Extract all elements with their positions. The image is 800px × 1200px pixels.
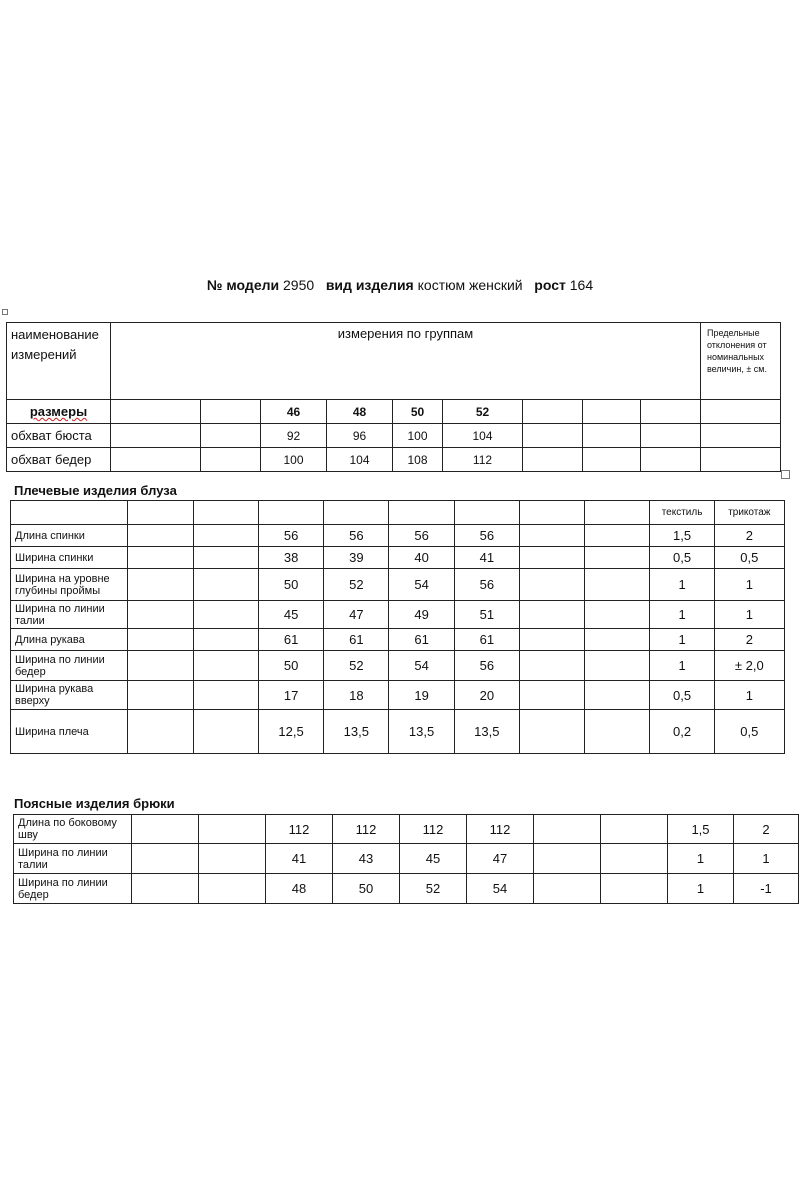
textile-tolerance: 1 bbox=[650, 569, 714, 601]
knit-tolerance: 2 bbox=[734, 815, 799, 844]
knit-tolerance: ± 2,0 bbox=[714, 651, 784, 681]
knit-tolerance: 1 bbox=[714, 681, 784, 710]
measure-cell: 112 bbox=[400, 815, 467, 844]
measure-cell: 45 bbox=[400, 844, 467, 874]
knit-tolerance: 2 bbox=[714, 525, 784, 547]
size-52: 52 bbox=[443, 400, 523, 424]
knit-tolerance: 0,5 bbox=[714, 710, 784, 754]
measure-cell: 47 bbox=[467, 844, 534, 874]
knit-tolerance: -1 bbox=[734, 874, 799, 904]
measure-cell: 112 bbox=[467, 815, 534, 844]
row-label: Длина по боковому шву bbox=[14, 815, 132, 844]
measure-cell: 41 bbox=[266, 844, 333, 874]
table-anchor-icon bbox=[2, 309, 8, 315]
row-label: Ширина по линии талии bbox=[11, 601, 128, 629]
measure-cell: 50 bbox=[333, 874, 400, 904]
measure-cell: 61 bbox=[389, 629, 454, 651]
textile-tolerance: 1,5 bbox=[668, 815, 734, 844]
measure-cell: 12,5 bbox=[258, 710, 323, 754]
measure-cell: 54 bbox=[389, 651, 454, 681]
model-label: № модели bbox=[206, 277, 280, 293]
measure-cell: 49 bbox=[389, 601, 454, 629]
measure-cell: 56 bbox=[389, 525, 454, 547]
textile-tolerance: 0,2 bbox=[650, 710, 714, 754]
height-label: рост bbox=[534, 277, 566, 293]
textile-tolerance: 1,5 bbox=[650, 525, 714, 547]
measure-cell: 41 bbox=[454, 547, 519, 569]
tolerance-header: Предельные отклонения от номинальных величин, ± см. bbox=[701, 323, 781, 400]
measure-cell: 56 bbox=[324, 525, 389, 547]
row-label: Длина рукава bbox=[11, 629, 128, 651]
textile-tolerance: 1 bbox=[650, 629, 714, 651]
table-row bbox=[11, 629, 785, 651]
knit-tolerance: 1 bbox=[734, 844, 799, 874]
row-label: Ширина рукава вверху bbox=[11, 681, 128, 710]
measure-cell: 52 bbox=[324, 651, 389, 681]
measure-cell: 52 bbox=[400, 874, 467, 904]
size-46: 46 bbox=[261, 400, 327, 424]
measure-cell: 13,5 bbox=[454, 710, 519, 754]
measure-cell: 20 bbox=[454, 681, 519, 710]
table-row: обхват бюста 92 96 100 104 bbox=[7, 424, 781, 448]
measure-cell: 61 bbox=[258, 629, 323, 651]
measure-cell: 51 bbox=[454, 601, 519, 629]
measure-cell: 40 bbox=[389, 547, 454, 569]
measure-cell: 39 bbox=[324, 547, 389, 569]
table-resize-icon bbox=[781, 470, 790, 479]
trousers-title: Поясные изделия брюки bbox=[14, 796, 175, 811]
row-label: Ширина на уровне глубины проймы bbox=[11, 569, 128, 601]
row-label: Ширина по линии бедер bbox=[11, 651, 128, 681]
measure-cell: 13,5 bbox=[324, 710, 389, 754]
table-row bbox=[14, 874, 799, 904]
measure-cell: 54 bbox=[389, 569, 454, 601]
knit-tolerance: 1 bbox=[714, 601, 784, 629]
measure-cell: 38 bbox=[258, 547, 323, 569]
size-48: 48 bbox=[327, 400, 393, 424]
model-value: 2950 bbox=[283, 277, 315, 293]
measure-cell: 13,5 bbox=[389, 710, 454, 754]
table-row bbox=[14, 815, 799, 844]
col-textile: текстиль bbox=[650, 501, 714, 525]
measure-cell: 61 bbox=[324, 629, 389, 651]
table-row bbox=[11, 651, 785, 681]
measure-cell: 17 bbox=[258, 681, 323, 710]
type-label: вид изделия bbox=[325, 277, 414, 293]
measure-cell: 112 bbox=[266, 815, 333, 844]
name-header: наименование измерений bbox=[7, 323, 111, 400]
size-50: 50 bbox=[393, 400, 443, 424]
trousers-table bbox=[13, 814, 799, 904]
measure-cell: 52 bbox=[324, 569, 389, 601]
measure-cell: 45 bbox=[258, 601, 323, 629]
measure-cell: 19 bbox=[389, 681, 454, 710]
table-row bbox=[11, 547, 785, 569]
measure-cell: 50 bbox=[258, 651, 323, 681]
measure-cell: 56 bbox=[258, 525, 323, 547]
sizes-label: размеры bbox=[7, 400, 111, 424]
size-table bbox=[6, 322, 781, 472]
textile-tolerance: 1 bbox=[668, 874, 734, 904]
col-knit: трикотаж bbox=[714, 501, 784, 525]
table-row bbox=[14, 844, 799, 874]
textile-tolerance: 1 bbox=[650, 651, 714, 681]
measure-cell: 54 bbox=[467, 874, 534, 904]
table-row bbox=[11, 569, 785, 601]
table-row bbox=[11, 601, 785, 629]
textile-tolerance: 0,5 bbox=[650, 547, 714, 569]
table-row: обхват бедер 100 104 108 112 bbox=[7, 448, 781, 472]
knit-tolerance: 2 bbox=[714, 629, 784, 651]
textile-tolerance: 0,5 bbox=[650, 681, 714, 710]
knit-tolerance: 1 bbox=[714, 569, 784, 601]
row-label: Ширина плеча bbox=[11, 710, 128, 754]
row-label: Ширина по линии бедер bbox=[14, 874, 132, 904]
groups-header: измерения по группам bbox=[111, 323, 701, 400]
row-label: Ширина по линии талии bbox=[14, 844, 132, 874]
measure-cell: 112 bbox=[333, 815, 400, 844]
page-title bbox=[0, 277, 800, 293]
knit-tolerance: 0,5 bbox=[714, 547, 784, 569]
measure-cell: 18 bbox=[324, 681, 389, 710]
measure-cell: 56 bbox=[454, 569, 519, 601]
table-row bbox=[11, 710, 785, 754]
measure-cell: 61 bbox=[454, 629, 519, 651]
measure-cell: 56 bbox=[454, 525, 519, 547]
blouse-table bbox=[10, 500, 785, 754]
row-label: Ширина спинки bbox=[11, 547, 128, 569]
height-value: 164 bbox=[569, 277, 594, 293]
measure-cell: 48 bbox=[266, 874, 333, 904]
table-row bbox=[11, 681, 785, 710]
table-row bbox=[11, 525, 785, 547]
blouse-title: Плечевые изделия блуза bbox=[14, 483, 177, 498]
row-label: Длина спинки bbox=[11, 525, 128, 547]
measure-cell: 43 bbox=[333, 844, 400, 874]
measure-cell: 50 bbox=[258, 569, 323, 601]
textile-tolerance: 1 bbox=[668, 844, 734, 874]
measure-cell: 56 bbox=[454, 651, 519, 681]
textile-tolerance: 1 bbox=[650, 601, 714, 629]
measure-cell: 47 bbox=[324, 601, 389, 629]
type-value: костюм женский bbox=[417, 277, 523, 293]
